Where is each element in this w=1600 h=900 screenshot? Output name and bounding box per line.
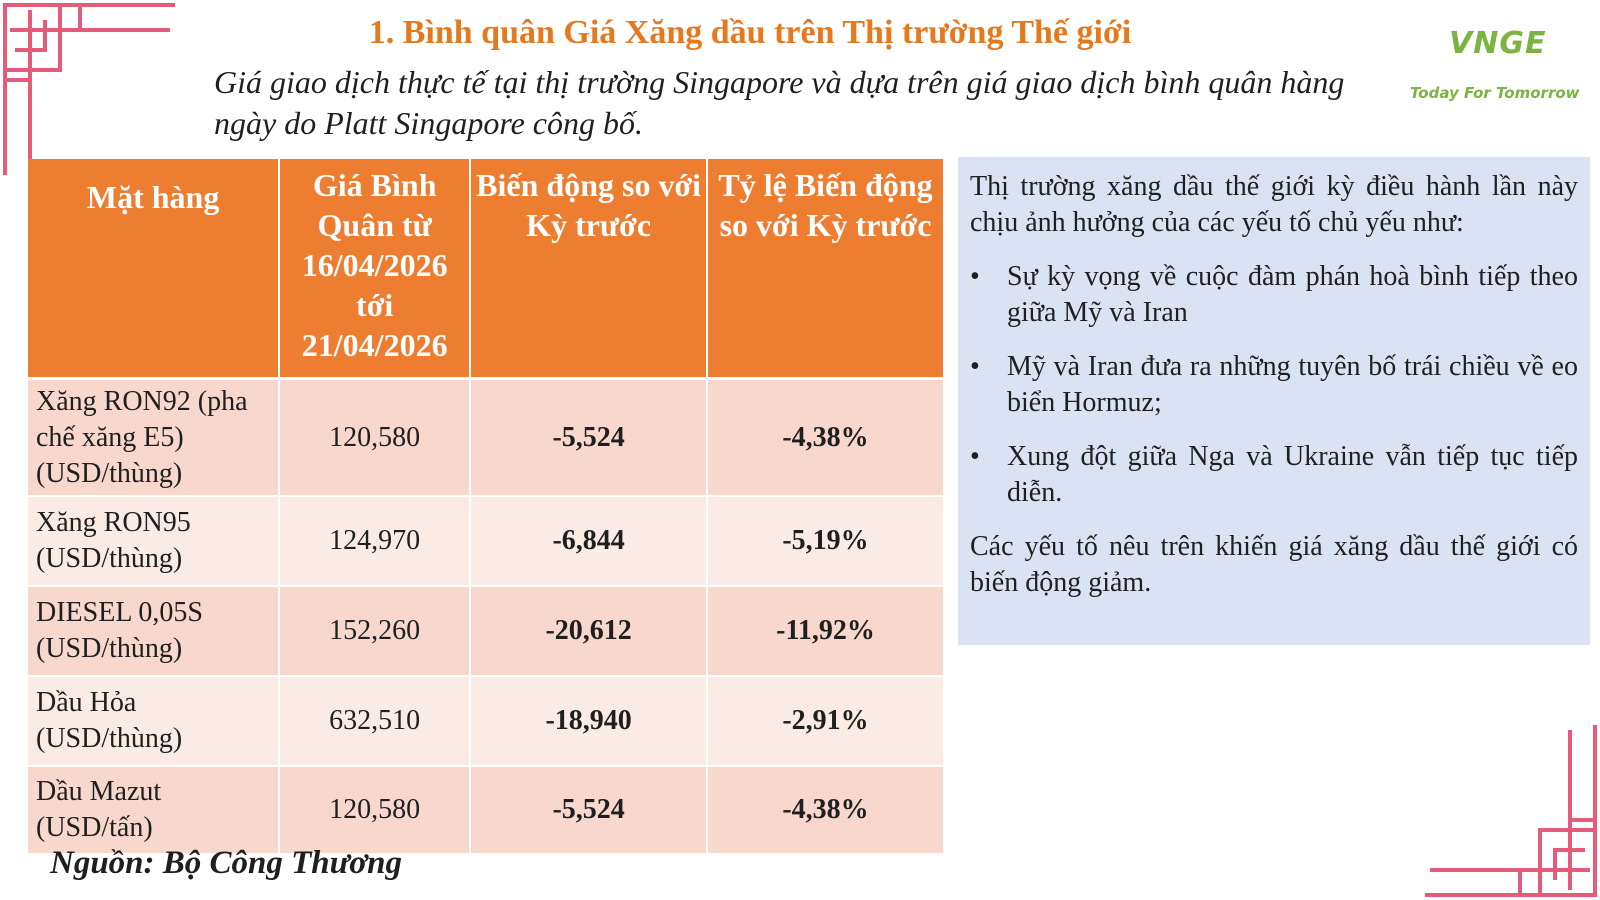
cell-change: -6,844 [470, 496, 707, 586]
cell-item: Dầu Mazut (USD/tấn) [28, 766, 279, 854]
cell-price: 152,260 [279, 586, 470, 676]
bullet-icon: • [970, 351, 980, 382]
table-row [28, 766, 944, 854]
logo-mark: VNGE [1449, 26, 1547, 61]
cell-item: Dầu Hỏa (USD/thùng) [28, 676, 279, 766]
header-item: Mặt hàng [28, 159, 279, 379]
factor-text: Mỹ và Iran đưa ra những tuyên bố trái chiều về eo biển Hormuz; [1007, 351, 1578, 418]
page-subtitle: Giá giao dịch thực tế tại thị trường Singapore và dựa trên giá giao dịch bình quân hàng ngày do Platt Singapore công bố. [214, 64, 1345, 141]
table-row [28, 586, 944, 676]
cell-change-pct: -5,19% [707, 496, 944, 586]
cell-change: -18,940 [470, 676, 707, 766]
table-header-row [28, 159, 944, 379]
cell-change-pct: -2,91% [707, 676, 944, 766]
cell-item: DIESEL 0,05S (USD/thùng) [28, 586, 279, 676]
list-item [970, 439, 1578, 511]
bullet-icon: • [970, 441, 980, 472]
table-row [28, 379, 944, 497]
cell-change-pct: -11,92% [707, 586, 944, 676]
cell-change: -20,612 [470, 586, 707, 676]
table-row [28, 496, 944, 586]
header-average-price: Giá Bình Quân từ 16/04/2026 tới 21/04/2026 [279, 159, 470, 379]
factor-text: Sự kỳ vọng về cuộc đàm phán hoà bình tiếp theo giữa Mỹ và Iran [1007, 261, 1578, 328]
factor-list [970, 259, 1578, 511]
cell-price: 124,970 [279, 496, 470, 586]
cell-price: 120,580 [279, 766, 470, 854]
panel-intro: Thị trường xăng dầu thế giới kỳ điều hành lần này chịu ảnh hưởng của các yếu tố chủ yếu như: [970, 171, 1578, 238]
cell-item: Xăng RON92 (pha chế xăng E5) (USD/thùng) [28, 379, 279, 497]
table-row [28, 676, 944, 766]
price-table [28, 159, 945, 855]
panel-conclusion: Các yếu tố nêu trên khiến giá xăng dầu thế giới có biến động giảm. [970, 531, 1578, 598]
corner-ornament-top-left [0, 0, 180, 180]
cell-change: -5,524 [470, 766, 707, 854]
logo-tagline: Today For Tomorrow [1410, 84, 1580, 102]
source-note: Nguồn: Bộ Công Thương [50, 845, 402, 881]
header-change-pct: Tỷ lệ Biến động so với Kỳ trước [707, 159, 944, 379]
cell-price: 120,580 [279, 379, 470, 497]
cell-price: 632,510 [279, 676, 470, 766]
list-item [970, 259, 1578, 331]
corner-ornament-bottom-right [1420, 720, 1600, 900]
cell-change-pct: -4,38% [707, 766, 944, 854]
cell-item: Xăng RON95 (USD/thùng) [28, 496, 279, 586]
page-title: 1. Bình quân Giá Xăng dầu trên Thị trường Thế giới [368, 14, 1132, 51]
factor-text: Xung đột giữa Nga và Ukraine vẫn tiếp tục tiếp diễn. [1007, 441, 1578, 508]
cell-change-pct: -4,38% [707, 379, 944, 497]
cell-change: -5,524 [470, 379, 707, 497]
list-item [970, 349, 1578, 421]
vnge-logo [1405, 18, 1595, 108]
market-factors-panel [958, 157, 1590, 645]
bullet-icon: • [970, 261, 980, 292]
header-change: Biến động so với Kỳ trước [470, 159, 707, 379]
